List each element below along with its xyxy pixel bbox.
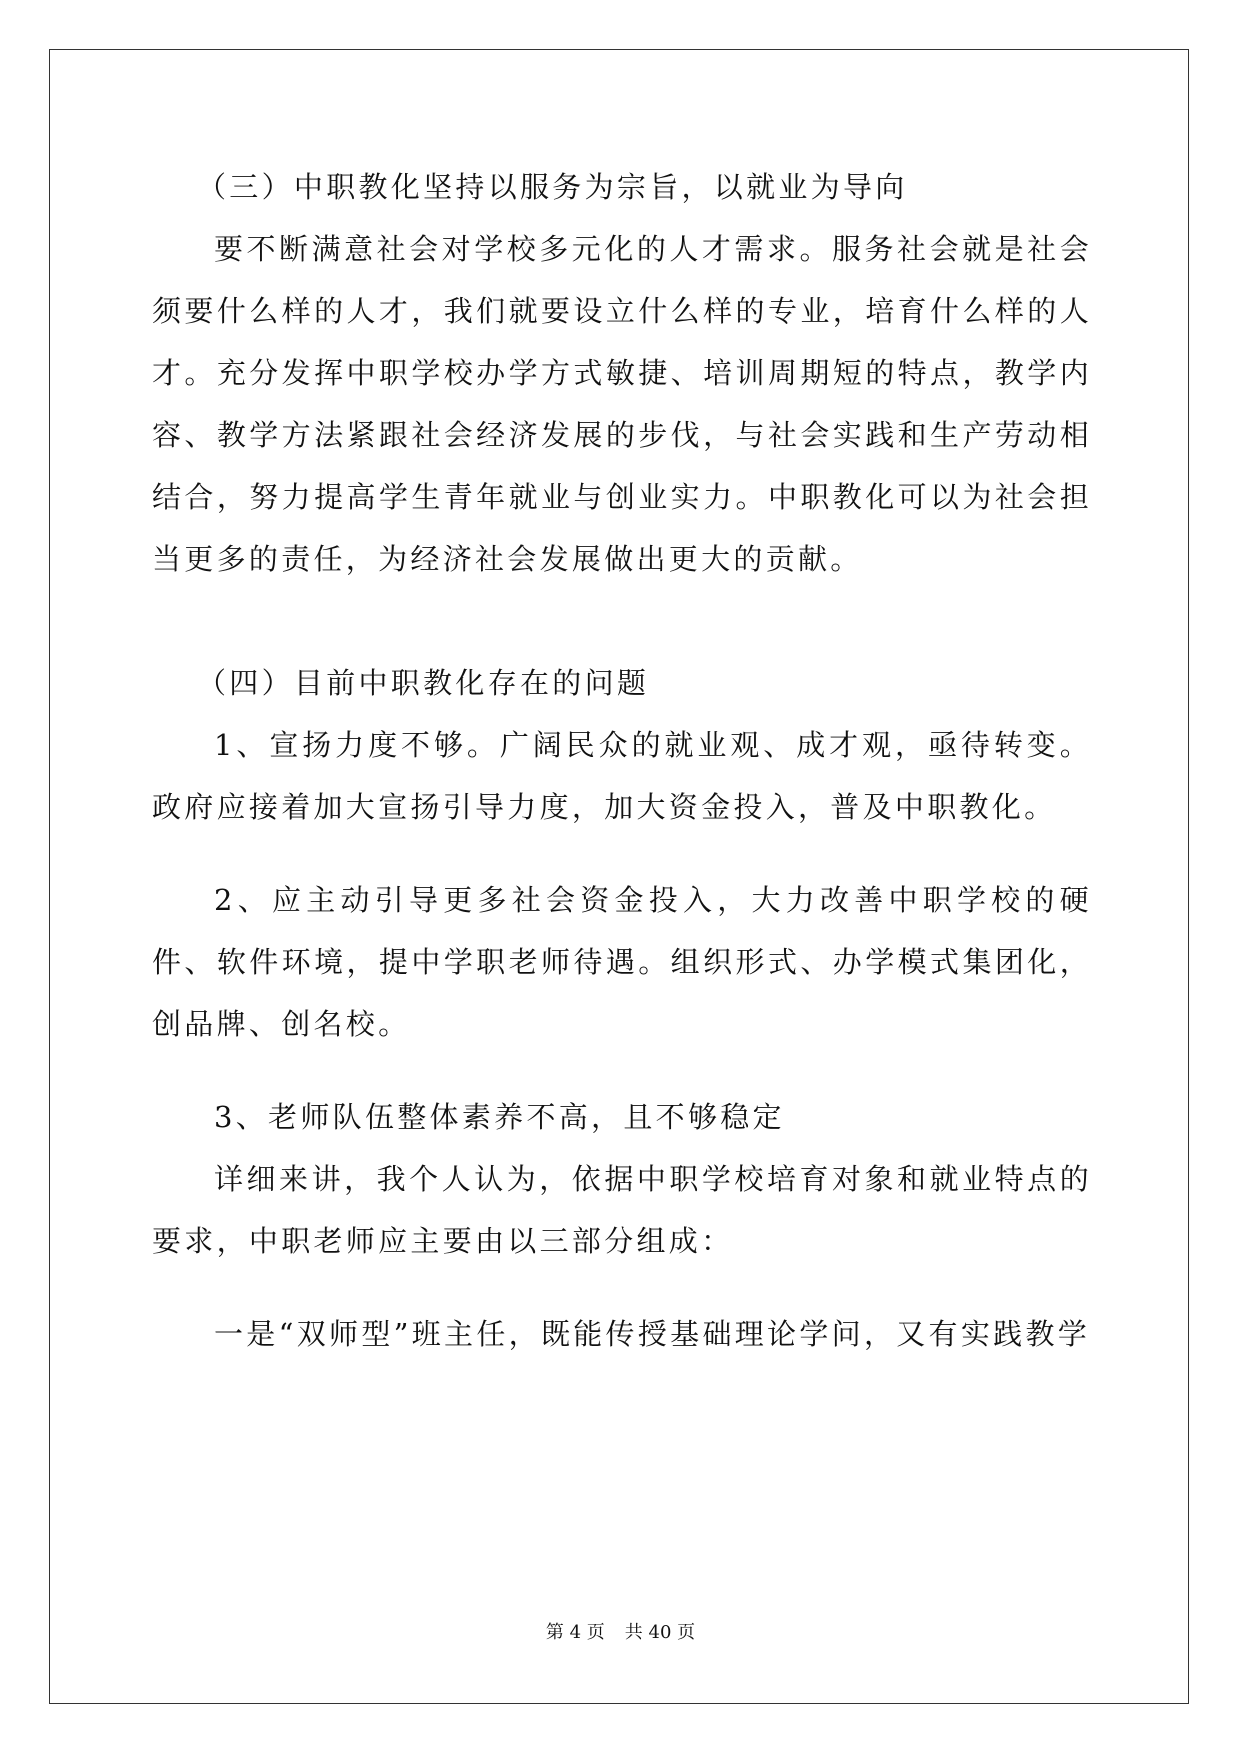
paragraph-item-3: 3、老师队伍整体素养不高，且不够稳定 <box>214 1100 785 1134</box>
paragraph-detail: 详细来讲，我个人认为，依据中职学校培育对象和就业特点的要求，中职老师应主要由以三部分组成： <box>152 1162 1092 1258</box>
page-total: 共 40 页 <box>624 1622 696 1643</box>
paragraph-dual-teacher: 一是“双师型”班主任，既能传授基础理论学问，又有实践教学 <box>214 1317 1091 1351</box>
paragraph-item-2: 2、应主动引导更多社会资金投入，大力改善中职学校的硬件、软件环境，提中学职老师待遇。组织形式、办学模式集团化，创品牌、创名校。 <box>152 883 1092 1041</box>
page-number: 第 4 页 <box>545 1622 605 1643</box>
paragraph-service-orientation: 要不断满意社会对学校多元化的人才需求。服务社会就是社会须要什么样的人才，我们就要设立什么样的专业，培育什么样的人才。充分发挥中职学校办学方式敏捷、培训周期短的特点，教学内容、教学方法紧跟社会经济发展的步伐，与社会实践和生产劳动相结合，努力提高学生青年就业与创业实力。中职教化可以为社会担当更多的责任，为经济社会发展做出更大的贡献。 <box>152 232 1092 576</box>
paragraph-item-1: 1、宣扬力度不够。广阔民众的就业观、成才观，亟待转变。政府应接着加大宣扬引导力度，加大资金投入，普及中职教化。 <box>152 728 1092 824</box>
page-footer <box>0 1618 1241 1644</box>
section-heading-4: （四）目前中职教化存在的问题 <box>197 666 650 700</box>
section-heading-3: （三）中职教化坚持以服务为宗旨，以就业为导向 <box>197 170 908 204</box>
